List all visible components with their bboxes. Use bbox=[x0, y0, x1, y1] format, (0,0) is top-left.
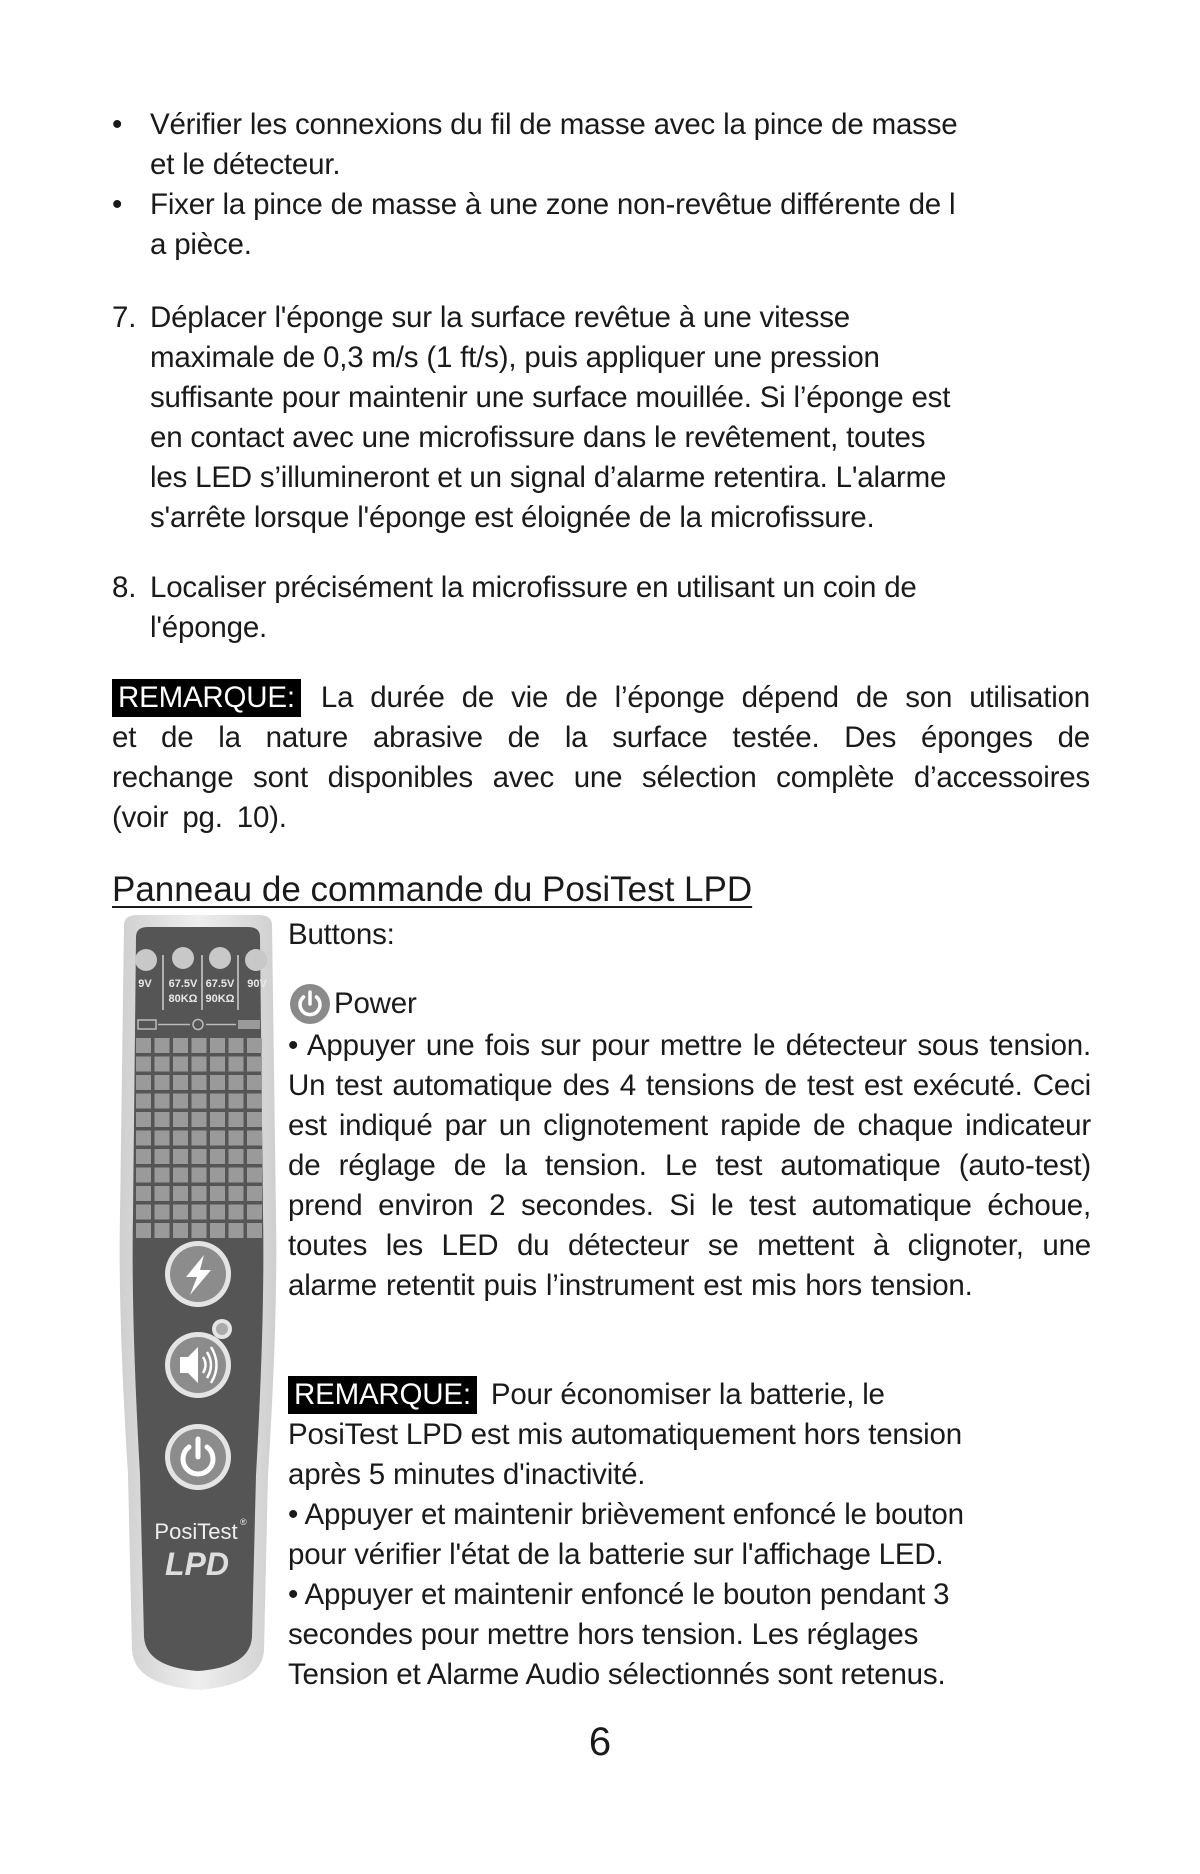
note-line: Pour économiser la batterie, le bbox=[490, 1378, 885, 1411]
led-cell bbox=[247, 1205, 262, 1220]
section-title: Panneau de commande du PosiTest LPD bbox=[112, 870, 753, 909]
step-number: 8. bbox=[112, 571, 137, 604]
step-line: Localiser précisément la microfissure en utilisant un coin de bbox=[150, 571, 917, 604]
note-line: après 5 minutes d'inactivité. bbox=[288, 1458, 646, 1491]
power-heading bbox=[288, 984, 1091, 1024]
led-cell bbox=[210, 1057, 225, 1072]
led-cell bbox=[229, 1186, 244, 1201]
voltage-label-67v-80k: 67.5V bbox=[168, 978, 198, 990]
led-cell bbox=[247, 1038, 262, 1053]
bullet-line: et le détecteur. bbox=[150, 148, 341, 181]
led-cell bbox=[173, 1112, 188, 1127]
page-number: 6 bbox=[588, 1720, 612, 1764]
led-cell bbox=[247, 1094, 262, 1109]
power-description: • Appuyer une fois sur pour mettre le détecteur sous tension. Un test automatique des 4 tensions de test est exécuté. Ceci est indiqué par un clignotement rapide de chaque indicateur de réglage de la tension. Le test automatique (auto-test) prend environ 2 secondes. Si le test automatique échoue, toutes les LED du détecteur se mettent à clignoter, une alarme retentit puis l’instrument est mis hors tension. bbox=[288, 1029, 1091, 1302]
led-cell bbox=[173, 1149, 188, 1164]
led-cell bbox=[192, 1112, 207, 1127]
led-cell bbox=[192, 1168, 207, 1183]
step-8 bbox=[112, 568, 1102, 648]
led-cell bbox=[155, 1223, 170, 1238]
led-cell bbox=[210, 1149, 225, 1164]
led-cell bbox=[210, 1223, 225, 1238]
led-cell bbox=[229, 1131, 244, 1146]
led-cell bbox=[247, 1168, 262, 1183]
led-cell bbox=[155, 1038, 170, 1053]
device-illustration bbox=[118, 915, 278, 1695]
power-bullet-line: • Appuyer et maintenir brièvement enfoncé le bouton bbox=[288, 1498, 964, 1531]
led-cell bbox=[155, 1205, 170, 1220]
led-cell bbox=[136, 1168, 151, 1183]
led-cell bbox=[136, 1131, 151, 1146]
bullet-list bbox=[112, 105, 1102, 265]
led-cell bbox=[247, 1112, 262, 1127]
power-button bbox=[165, 1424, 231, 1490]
led-cell bbox=[192, 1186, 207, 1201]
led-cell bbox=[155, 1186, 170, 1201]
led-cell bbox=[136, 1149, 151, 1164]
led-cell bbox=[229, 1205, 244, 1220]
power-bullet-line: • Appuyer et maintenir enfoncé le bouton pendant 3 bbox=[288, 1578, 950, 1611]
step-line: suffisante pour maintenir une surface mouillée. Si l’éponge est bbox=[150, 381, 951, 414]
led-cell bbox=[173, 1075, 188, 1090]
led-cell bbox=[247, 1075, 262, 1090]
led-cell bbox=[155, 1075, 170, 1090]
led-cell bbox=[247, 1057, 262, 1072]
bullet-line: Fixer la pince de masse à une zone non-revêtue différente de l bbox=[150, 188, 956, 221]
led-grid bbox=[136, 1038, 262, 1238]
power-bullet-line: pour vérifier l'état de la batterie sur l'affichage LED. bbox=[288, 1538, 944, 1571]
led-cell bbox=[155, 1149, 170, 1164]
voltage-label-90v: 90V bbox=[247, 978, 267, 990]
bullet-line: a pièce. bbox=[150, 228, 252, 261]
led-cell bbox=[136, 1223, 151, 1238]
led-cell bbox=[192, 1094, 207, 1109]
bullet-item bbox=[112, 185, 1102, 265]
led-cell bbox=[192, 1223, 207, 1238]
led-cell bbox=[210, 1205, 225, 1220]
bullet-dot: • bbox=[112, 108, 123, 141]
note-text: La durée de vie de l’éponge dépend de son utilisation et de la nature abrasive de la surface testée. Des éponges de rechange sont disponibles avec une sélection complète d’accessoires (voir pg. 10). bbox=[112, 681, 1090, 834]
led-cell bbox=[173, 1186, 188, 1201]
buttons-heading: Buttons: bbox=[288, 918, 395, 951]
led-cell bbox=[247, 1223, 262, 1238]
brand-logo: PosiTest bbox=[154, 1519, 238, 1544]
led-cell bbox=[192, 1131, 207, 1146]
led-cell bbox=[210, 1038, 225, 1053]
led-cell bbox=[155, 1057, 170, 1072]
led-cell bbox=[155, 1112, 170, 1127]
step-7 bbox=[112, 298, 1102, 538]
led-cell bbox=[155, 1168, 170, 1183]
led-cell bbox=[136, 1057, 151, 1072]
voltage-led bbox=[245, 949, 267, 971]
step-line: s'arrête lorsque l'éponge est éloignée de la microfissure. bbox=[150, 501, 875, 534]
led-cell bbox=[210, 1075, 225, 1090]
bullet-item bbox=[112, 105, 1102, 185]
led-cell bbox=[155, 1131, 170, 1146]
led-cell bbox=[229, 1057, 244, 1072]
battery-full-icon bbox=[238, 1020, 260, 1029]
led-cell bbox=[229, 1168, 244, 1183]
note-badge: REMARQUE: bbox=[288, 1376, 477, 1414]
power-bullet-line: Tension et Alarme Audio sélectionnés sont retenus. bbox=[288, 1658, 946, 1691]
led-cell bbox=[247, 1149, 262, 1164]
step-line: en contact avec une microfissure dans le revêtement, toutes bbox=[150, 421, 926, 454]
note-badge: REMARQUE: bbox=[112, 679, 301, 717]
led-cell bbox=[136, 1205, 151, 1220]
voltage-label-67v-80k-sub: 80KΩ bbox=[168, 993, 198, 1005]
led-cell bbox=[136, 1186, 151, 1201]
note-paragraph bbox=[112, 678, 1090, 838]
led-cell bbox=[136, 1075, 151, 1090]
voltage-led bbox=[135, 949, 157, 971]
power-icon bbox=[290, 984, 330, 1024]
led-cell bbox=[173, 1168, 188, 1183]
led-cell bbox=[173, 1094, 188, 1109]
led-cell bbox=[192, 1057, 207, 1072]
led-cell bbox=[210, 1131, 225, 1146]
step-line: Déplacer l'éponge sur la surface revêtue à une vitesse bbox=[150, 301, 850, 334]
note-paragraph-2 bbox=[288, 1375, 1091, 1695]
led-cell bbox=[229, 1094, 244, 1109]
led-cell bbox=[136, 1038, 151, 1053]
led-cell bbox=[229, 1075, 244, 1090]
registered-mark: ® bbox=[240, 1517, 247, 1527]
led-cell bbox=[173, 1057, 188, 1072]
bullet-dot: • bbox=[112, 188, 123, 221]
voltage-led bbox=[172, 947, 194, 969]
led-cell bbox=[173, 1205, 188, 1220]
step-line: les LED s’illumineront et un signal d’alarme retentira. L'alarme bbox=[150, 461, 947, 494]
step-line: l'éponge. bbox=[150, 611, 268, 644]
led-cell bbox=[229, 1112, 244, 1127]
led-cell bbox=[173, 1131, 188, 1146]
led-cell bbox=[210, 1168, 225, 1183]
led-cell bbox=[210, 1112, 225, 1127]
led-cell bbox=[136, 1094, 151, 1109]
led-cell bbox=[229, 1149, 244, 1164]
led-cell bbox=[173, 1223, 188, 1238]
model-logo: LPD bbox=[165, 1546, 229, 1582]
led-cell bbox=[192, 1075, 207, 1090]
power-label: Power bbox=[334, 987, 417, 1020]
voltage-label-67v-90k-sub: 90KΩ bbox=[205, 993, 235, 1005]
led-cell bbox=[210, 1094, 225, 1109]
led-cell bbox=[192, 1205, 207, 1220]
led-cell bbox=[247, 1186, 262, 1201]
bullet-line: Vérifier les connexions du fil de masse avec la pince de masse bbox=[150, 108, 958, 141]
led-cell bbox=[136, 1112, 151, 1127]
led-cell bbox=[229, 1038, 244, 1053]
led-cell bbox=[192, 1038, 207, 1053]
power-bullet-line: secondes pour mettre hors tension. Les réglages bbox=[288, 1618, 919, 1651]
voltage-label-9v: 9V bbox=[138, 978, 152, 990]
voltage-label-67v-90k: 67.5V bbox=[205, 978, 235, 990]
led-cell bbox=[247, 1131, 262, 1146]
led-cell bbox=[173, 1038, 188, 1053]
led-cell bbox=[210, 1186, 225, 1201]
led-cell bbox=[229, 1223, 244, 1238]
voltage-led bbox=[209, 947, 231, 969]
step-number: 7. bbox=[112, 301, 137, 334]
step-line: maximale de 0,3 m/s (1 ft/s), puis appliquer une pression bbox=[150, 341, 880, 374]
lightning-button bbox=[165, 1241, 231, 1307]
led-cell bbox=[192, 1149, 207, 1164]
led-cell bbox=[155, 1094, 170, 1109]
note-line: PosiTest LPD est mis automatiquement hors tension bbox=[288, 1418, 962, 1451]
